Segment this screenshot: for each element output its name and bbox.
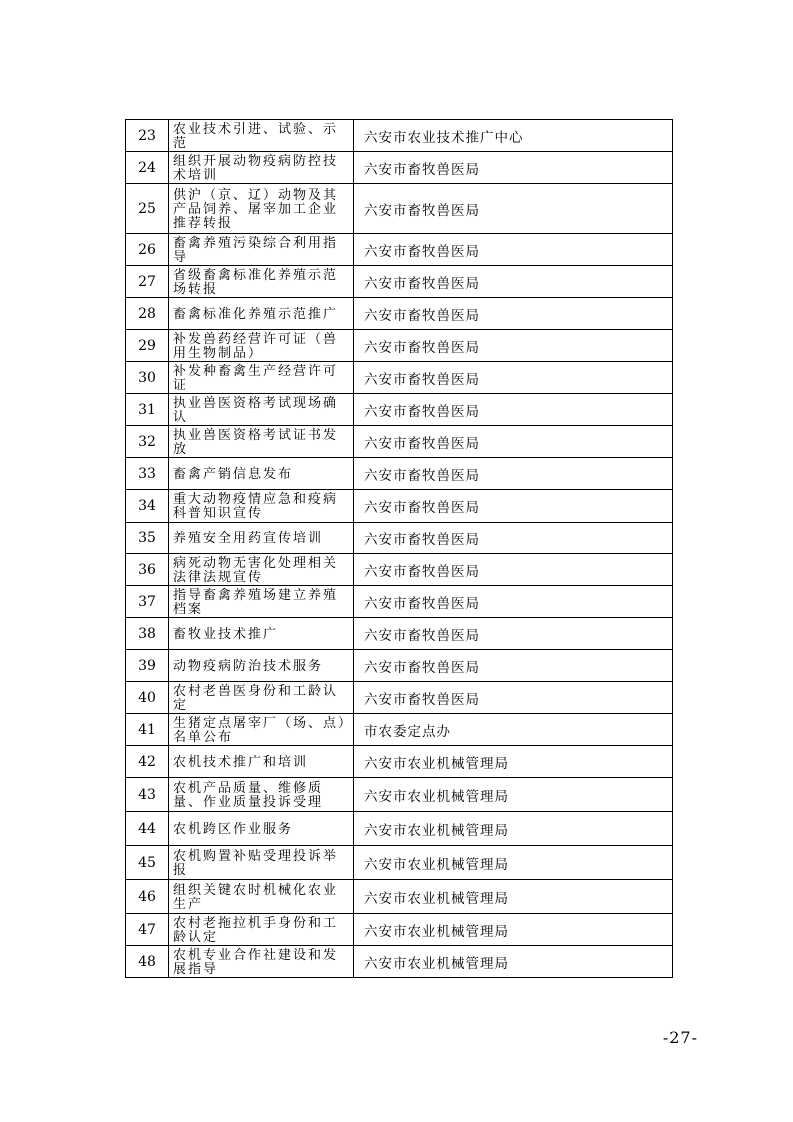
responsible-department: 六安市畜牧兽医局 [354, 618, 673, 650]
responsible-department: 六安市畜牧兽医局 [354, 234, 673, 266]
table-row [126, 184, 673, 234]
table-row [126, 880, 673, 914]
row-number: 33 [126, 458, 169, 490]
table-row [126, 120, 673, 152]
row-number: 29 [126, 330, 169, 362]
service-item: 畜禽养殖污染综合利用指导 [169, 234, 354, 266]
responsible-department: 六安市畜牧兽医局 [354, 458, 673, 490]
responsible-department: 六安市畜牧兽医局 [354, 554, 673, 586]
service-item: 畜牧业技术推广 [169, 618, 354, 650]
row-number: 35 [126, 523, 169, 554]
table-row [126, 682, 673, 714]
responsible-department: 六安市畜牧兽医局 [354, 152, 673, 184]
responsible-department: 六安市畜牧兽医局 [354, 490, 673, 523]
table-row [126, 778, 673, 812]
table-row [126, 650, 673, 682]
table-row [126, 330, 673, 362]
row-number: 28 [126, 298, 169, 330]
service-item: 农机专业合作社建设和发展指导 [169, 946, 354, 978]
table-row [126, 523, 673, 554]
table-row [126, 812, 673, 846]
table-row [126, 746, 673, 778]
table-row [126, 298, 673, 330]
service-item: 农机产品质量、维修质量、作业质量投诉受理 [169, 778, 354, 812]
service-item: 供沪（京、辽）动物及其产品饲养、屠宰加工企业推荐转报 [169, 184, 354, 234]
row-number: 27 [126, 266, 169, 298]
row-number: 42 [126, 746, 169, 778]
responsible-department: 六安市农业机械管理局 [354, 880, 673, 914]
service-item: 农机跨区作业服务 [169, 812, 354, 846]
table-row [126, 946, 673, 978]
row-number: 24 [126, 152, 169, 184]
row-number: 26 [126, 234, 169, 266]
responsible-department: 六安市畜牧兽医局 [354, 682, 673, 714]
page-number: -27- [662, 1028, 698, 1047]
responsible-department: 六安市畜牧兽医局 [354, 523, 673, 554]
responsible-department: 六安市畜牧兽医局 [354, 330, 673, 362]
service-item: 省级畜禽标准化养殖示范场转报 [169, 266, 354, 298]
row-number: 30 [126, 362, 169, 394]
service-item: 病死动物无害化处理相关法律法规宣传 [169, 554, 354, 586]
table-row [126, 266, 673, 298]
service-item: 指导畜禽养殖场建立养殖档案 [169, 586, 354, 618]
row-number: 34 [126, 490, 169, 523]
responsible-department: 六安市畜牧兽医局 [354, 426, 673, 458]
responsible-department: 六安市畜牧兽医局 [354, 298, 673, 330]
service-item: 农机技术推广和培训 [169, 746, 354, 778]
row-number: 25 [126, 184, 169, 234]
table-row [126, 554, 673, 586]
row-number: 46 [126, 880, 169, 914]
service-item: 补发种畜禽生产经营许可证 [169, 362, 354, 394]
table-row [126, 618, 673, 650]
table-row [126, 586, 673, 618]
responsible-department: 六安市畜牧兽医局 [354, 362, 673, 394]
service-item: 畜禽标准化养殖示范推广 [169, 298, 354, 330]
row-number: 47 [126, 914, 169, 946]
table-row [126, 490, 673, 523]
responsible-department: 六安市畜牧兽医局 [354, 266, 673, 298]
service-item: 重大动物疫情应急和疫病科普知识宣传 [169, 490, 354, 523]
service-item: 养殖安全用药宣传培训 [169, 523, 354, 554]
table-row [126, 362, 673, 394]
responsible-department: 六安市畜牧兽医局 [354, 184, 673, 234]
table-row [126, 394, 673, 426]
service-item: 生猪定点屠宰厂（场、点）名单公布 [169, 714, 354, 746]
service-item: 动物疫病防治技术服务 [169, 650, 354, 682]
table-row [126, 426, 673, 458]
row-number: 48 [126, 946, 169, 978]
responsible-department: 六安市畜牧兽医局 [354, 650, 673, 682]
responsible-department: 市农委定点办 [354, 714, 673, 746]
service-item: 组织开展动物疫病防控技术培训 [169, 152, 354, 184]
service-item: 畜禽产销信息发布 [169, 458, 354, 490]
table-row [126, 846, 673, 880]
responsible-department: 六安市农业机械管理局 [354, 846, 673, 880]
row-number: 39 [126, 650, 169, 682]
service-item: 农村老兽医身份和工龄认定 [169, 682, 354, 714]
service-list-table-container [125, 119, 672, 978]
row-number: 40 [126, 682, 169, 714]
responsible-department: 六安市农业机械管理局 [354, 812, 673, 846]
table-body [126, 120, 673, 978]
service-list-table [125, 119, 673, 978]
table-row [126, 234, 673, 266]
table-row [126, 714, 673, 746]
service-item: 执业兽医资格考试现场确认 [169, 394, 354, 426]
responsible-department: 六安市农业机械管理局 [354, 778, 673, 812]
row-number: 23 [126, 120, 169, 152]
row-number: 44 [126, 812, 169, 846]
row-number: 41 [126, 714, 169, 746]
row-number: 45 [126, 846, 169, 880]
responsible-department: 六安市农业机械管理局 [354, 914, 673, 946]
row-number: 37 [126, 586, 169, 618]
row-number: 31 [126, 394, 169, 426]
responsible-department: 六安市畜牧兽医局 [354, 394, 673, 426]
table-row [126, 152, 673, 184]
responsible-department: 六安市农业技术推广中心 [354, 120, 673, 152]
table-row [126, 458, 673, 490]
service-item: 农业技术引进、试验、示范 [169, 120, 354, 152]
responsible-department: 六安市畜牧兽医局 [354, 586, 673, 618]
service-item: 农机购置补贴受理投诉举报 [169, 846, 354, 880]
row-number: 32 [126, 426, 169, 458]
service-item: 执业兽医资格考试证书发放 [169, 426, 354, 458]
service-item: 组织关键农时机械化农业生产 [169, 880, 354, 914]
row-number: 36 [126, 554, 169, 586]
row-number: 38 [126, 618, 169, 650]
responsible-department: 六安市农业机械管理局 [354, 946, 673, 978]
responsible-department: 六安市农业机械管理局 [354, 746, 673, 778]
service-item: 农村老拖拉机手身份和工龄认定 [169, 914, 354, 946]
service-item: 补发兽药经营许可证（兽用生物制品） [169, 330, 354, 362]
row-number: 43 [126, 778, 169, 812]
table-row [126, 914, 673, 946]
